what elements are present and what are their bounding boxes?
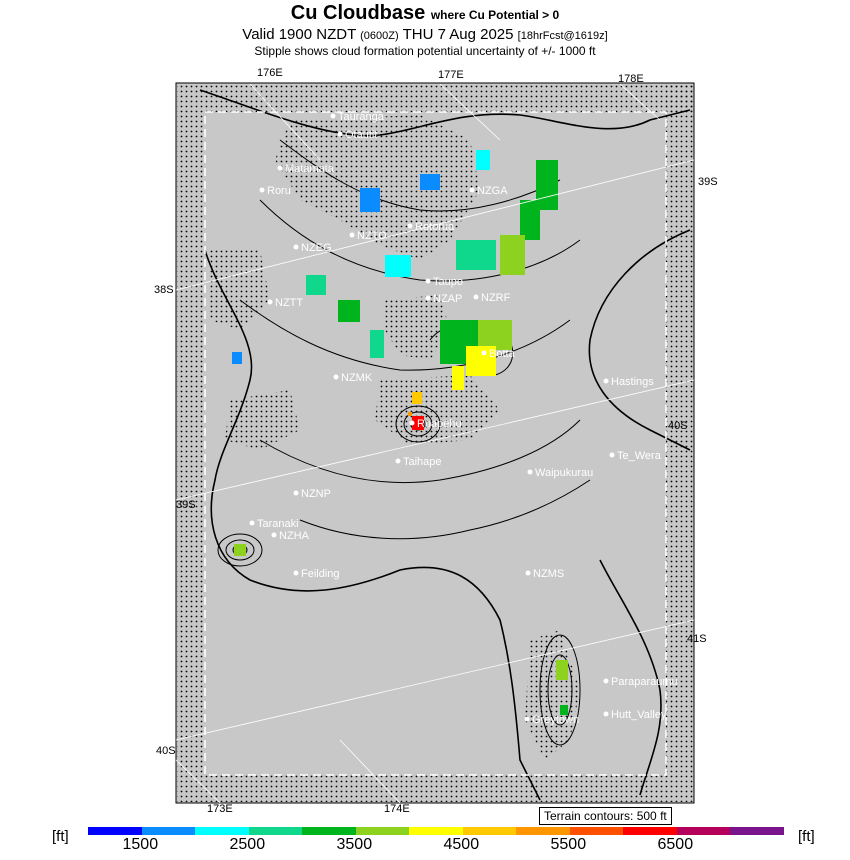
place-label: NZTT <box>275 297 304 309</box>
place-marker <box>525 717 530 722</box>
place-marker <box>604 379 609 384</box>
place-label: NZMK <box>341 372 373 384</box>
place-label: NZNP <box>301 488 331 500</box>
colorbar-segment <box>302 827 356 835</box>
place-label: Otautit <box>345 129 378 141</box>
colorbar-segment <box>356 827 410 835</box>
place-label: Botta <box>489 348 515 360</box>
colorbar-segment <box>409 827 463 835</box>
place-marker <box>474 295 479 300</box>
lat-label-40s-right: 40S <box>668 420 688 432</box>
place-marker <box>604 712 609 717</box>
place-marker <box>396 459 401 464</box>
place-marker <box>470 188 475 193</box>
place-label: Ruapehu <box>417 418 462 430</box>
place-marker <box>426 279 431 284</box>
place-label: Te_Wera <box>617 450 661 462</box>
place-marker <box>278 166 283 171</box>
place-marker <box>294 571 299 576</box>
lon-label-177e: 177E <box>438 69 464 81</box>
colorbar-segment <box>463 827 517 835</box>
colorbar-tick-label: 1500 <box>122 836 159 853</box>
colorbar <box>88 827 784 835</box>
place-label: NZRF <box>481 292 511 304</box>
place-marker <box>408 224 413 229</box>
place-marker <box>350 233 355 238</box>
place-marker <box>334 375 339 380</box>
place-label: Matamata <box>285 163 334 175</box>
place-marker <box>294 491 299 496</box>
terrain-contours-note: Terrain contours: 500 ft <box>539 807 672 825</box>
colorbar-segment <box>730 827 784 835</box>
place-marker <box>268 300 273 305</box>
colorbar-unit-left: [ft] <box>52 828 69 845</box>
place-marker <box>272 533 277 538</box>
lat-label-40s-left: 40S <box>156 745 176 757</box>
lon-label-176e: 176E <box>257 67 283 79</box>
place-marker <box>331 114 336 119</box>
place-marker <box>482 351 487 356</box>
lat-label-38s: 38S <box>154 284 174 296</box>
place-label: NZAP <box>433 293 463 305</box>
subtitle: Stipple shows cloud formation potential uncertainty of +/- 1000 ft <box>254 44 596 58</box>
place-label: Hastings <box>611 376 654 388</box>
lon-label-173e: 173E <box>207 803 233 815</box>
lat-label-39s-left: 39S <box>176 499 196 511</box>
valid-time: Valid 1900 NZDT (0600Z) THU 7 Aug 2025 [18hrFcst@1619z] <box>242 26 608 43</box>
place-marker <box>610 453 615 458</box>
place-label: Tauranga <box>338 111 384 123</box>
place-marker <box>338 132 343 137</box>
place-label: Taupo <box>433 276 463 288</box>
colorbar-tick-label: 6500 <box>657 836 694 853</box>
colorbar-segment <box>142 827 196 835</box>
colorbar-segment <box>249 827 303 835</box>
place-label: Feilding <box>301 568 340 580</box>
colorbar-tick-label: 4500 <box>443 836 480 853</box>
colorbar-tick-label: 3500 <box>336 836 373 853</box>
place-label: Waipukurau <box>535 467 594 479</box>
main-title: Cu Cloudbase where Cu Potential > 0 <box>290 2 560 24</box>
colorbar-tick-label: 5500 <box>550 836 587 853</box>
place-label: NZGA <box>477 185 508 197</box>
place-label: Paraparaumu <box>611 676 678 688</box>
place-label: NZMS <box>533 568 565 580</box>
colorbar-tick-label: 2500 <box>229 836 266 853</box>
place-marker <box>604 679 609 684</box>
colorbar-segment <box>195 827 249 835</box>
place-label: NZEG <box>301 242 332 254</box>
place-marker <box>260 188 265 193</box>
colorbar-segment <box>623 827 677 835</box>
colorbar-segment <box>570 827 624 835</box>
place-marker <box>528 470 533 475</box>
place-label: Taranaki <box>257 518 299 530</box>
place-marker <box>426 296 431 301</box>
place-label: NZTO <box>357 230 387 242</box>
place-label: Hutt_Valley <box>611 709 667 721</box>
colorbar-segment <box>88 827 142 835</box>
place-label: NZHA <box>279 530 309 542</box>
place-label: Rotorua <box>415 221 455 233</box>
lat-label-41s: 41S <box>687 633 707 645</box>
place-label: Taihape <box>403 456 442 468</box>
lon-label-178e: 178E <box>618 73 644 85</box>
place-marker <box>526 571 531 576</box>
place-marker <box>410 421 415 426</box>
place-label: Greytown <box>532 714 580 726</box>
colorbar-unit-right: [ft] <box>798 828 815 845</box>
place-label: Roru <box>267 185 291 197</box>
lat-label-39s-right: 39S <box>698 176 718 188</box>
colorbar-segment <box>516 827 570 835</box>
place-marker <box>250 521 255 526</box>
place-marker <box>294 245 299 250</box>
colorbar-segment <box>677 827 731 835</box>
lon-label-174e: 174E <box>384 803 410 815</box>
